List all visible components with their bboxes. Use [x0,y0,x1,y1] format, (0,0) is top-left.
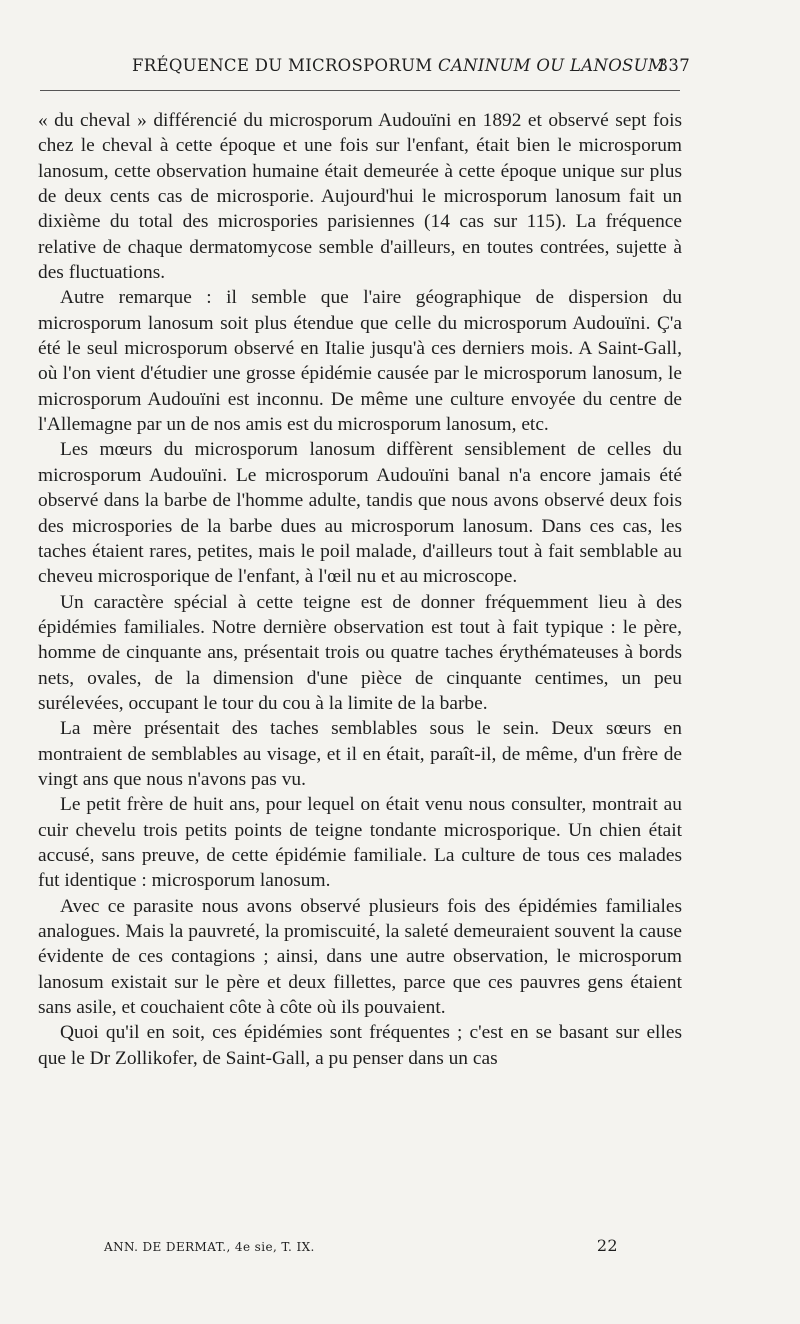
journal-reference: ANN. DE DERMAT., 4e sie, T. IX. [104,1240,315,1254]
signature-mark: 22 [596,1236,618,1255]
paragraph-1: « du cheval » différencié du microsporum Audouïni en 1892 et observé sept fois chez le cheval à cette époque et une fois sur l'enfant, était bien le microsporum lanosum, cette observation humaine était demeurée à cette époque unique sur plus de deux cents cas de microsporie. Aujourd'hui le microsporum lanosum fait un dixième du total des microspories parisiennes (14 cas sur 115). La fréquence relative de chaque dermatomycose semble d'ailleurs, en toutes contrées, sujette à des fluctuations. [38,110,682,284]
paragraph-7: Avec ce parasite nous avons observé plusieurs fois des épidémies familiales analogues. Mais la pauvreté, la promiscuité, la saleté demeuraient souvent la cause évidente de ces contagions ; ainsi, dans une autre observation, le microsporum lanosum existait sur le père et deux fillettes, parce que ces pauvres gens étaient sans asile, et couchaient côte à côte où ils pouvaient. [38,895,682,1019]
running-title [132,56,665,75]
page-number: 337 [657,56,690,75]
paragraph-6: Le petit frère de huit ans, pour lequel on était venu nous consulter, montrait au cuir chevelu trois petits points de teigne tondante microsporique. Un chien était accusé, sans preuve, de cette épidémie familiale. La culture de tous ces malades fut identique : microsporum lanosum. [38,794,682,892]
paragraph-5: La mère présentait des taches semblables sous le sein. Deux sœurs en montraient de semblables au visage, et il en était, paraît-il, de même, d'un frère de vingt ans que nous n'avons pas vu. [38,718,682,790]
body-text [38,108,682,1071]
paragraph-3: Les mœurs du microsporum lanosum diffèrent sensiblement de celles du microsporum Audouïni. Le microsporum Audouïni banal n'a encore jamais été observé dans la barbe de l'homme adulte, tandis que nous avons observé deux fois des microspories de la barbe dues au microsporum lanosum. Dans ces cas, les taches étaient rares, petites, mais le poil malade, d'ailleurs tout à fait semblable au cheveu microsporique de l'enfant, à l'œil nu et au microscope. [38,439,682,588]
header-rule [40,90,680,91]
paragraph-2: Autre remarque : il semble que l'aire géographique de dispersion du microsporum lanosum soit plus étendue que celle du microsporum Audouïni. Ç'a été le seul microsporum observé en Italie jusqu'à ces derniers mois. A Saint-Gall, où l'on vient d'étudier une grosse épidémie causée par le microsporum lanosum, le microsporum Audouïni est inconnu. De même une culture envoyée du centre de l'Allemagne par un de nos amis est du microsporum lanosum, etc. [38,287,682,436]
running-title-roman: FRÉQUENCE DU MICROSPORUM [132,56,433,75]
paragraph-8: Quoi qu'il en soit, ces épidémies sont fréquentes ; c'est en se basant sur elles que le Dr Zollikofer, de Saint-Gall, a pu penser dans un cas [38,1022,682,1069]
running-title-italic: CANINUM OU LANOSUM [438,56,666,75]
paragraph-4: Un caractère spécial à cette teigne est de donner fréquemment lieu à des épidémies familiales. Notre dernière observation est tout à fait typique : le père, homme de cinquante ans, présentait trois ou quatre taches érythémateuses à bords nets, ovales, de la dimension d'une pièce de cinquante centimes, un peu surélevées, occupant le tour du cou à la limite de la barbe. [38,591,682,714]
